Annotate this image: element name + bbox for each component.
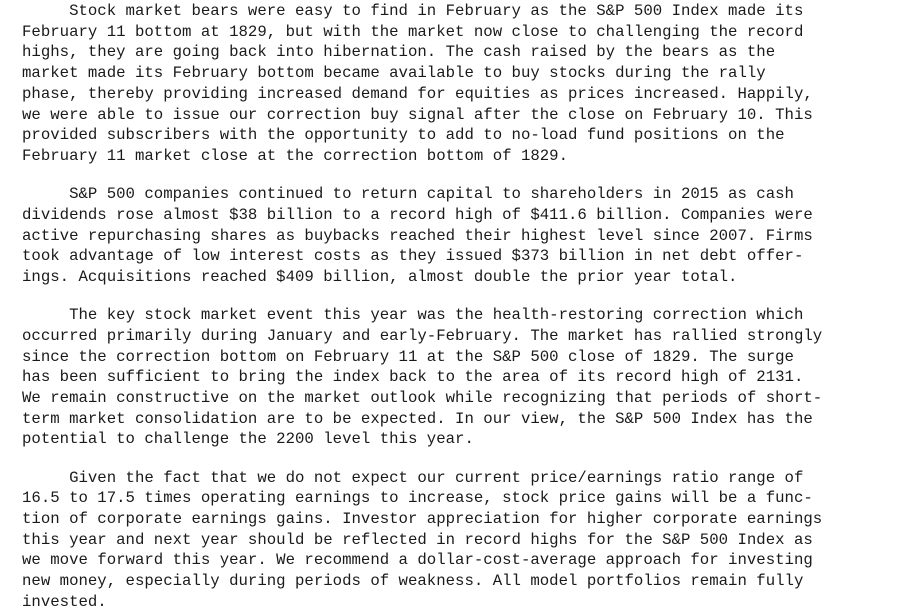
text-line: market made its February bottom became available to buy stocks during the rally [22,64,766,83]
text-line: Stock market bears were easy to find in February as the S&P 500 Index made its [22,2,804,20]
text-line: occurred primarily during January and early-February. The market has rallied strongly [22,326,823,345]
text-line: has been sufficient to bring the index back to the area of its record high of 2131. [22,368,804,387]
text-line: we were able to issue our correction buy signal after the close on February 10. This [22,105,813,124]
text-line: we move forward this year. We recommend a dollar-cost-average approach for investing [22,551,813,570]
text-line: provided subscribers with the opportunity to add to no-load fund positions on the [22,126,785,145]
text-line: phase, thereby providing increased demand for equities as prices increased. Happily, [22,84,813,103]
text-line: tion of corporate earnings gains. Investor appreciation for higher corporate earnings [22,509,823,528]
text-line: February 11 bottom at 1829, but with the market now close to challenging the record [22,22,804,41]
paragraph-capital-return [22,184,900,288]
text-line: this year and next year should be reflected in record highs for the S&P 500 Index as [22,530,813,549]
text-line: since the correction bottom on February 11 at the S&P 500 close of 1829. The surge [22,347,794,366]
text-line: invested. [22,592,107,611]
text-line: Given the fact that we do not expect our current price/earnings ratio range of [22,468,804,487]
text-line: 16.5 to 17.5 times operating earnings to increase, stock price gains will be a func- [22,489,813,508]
text-line: active repurchasing shares as buybacks reached their highest level since 2007. Firms [22,226,813,245]
paragraph-earnings-outlook [22,468,900,612]
text-line: new money, especially during periods of weakness. All model portfolios remain fully [22,572,804,591]
text-line: S&P 500 companies continued to return capital to shareholders in 2015 as cash [22,185,794,204]
text-line: highs, they are going back into hibernation. The cash raised by the bears as the [22,43,776,62]
text-line: We remain constructive on the market outlook while recognizing that periods of short- [22,388,823,407]
text-line: The key stock market event this year was the health-restoring correction which [22,306,804,325]
text-line: ings. Acquisitions reached $409 billion, almost double the prior year total. [22,267,738,286]
paragraph-market-correction [22,305,900,450]
text-line: dividends rose almost $38 billion to a record high of $411.6 billion. Companies were [22,205,813,224]
text-line: term market consolidation are to be expected. In our view, the S&P 500 Index has the [22,409,813,428]
text-line: took advantage of low interest costs as they issued $373 billion in net debt offer- [22,247,804,266]
paragraph-bears-hibernation [22,1,900,167]
text-line: potential to challenge the 2200 level this year. [22,430,474,449]
text-line: February 11 market close at the correction bottom of 1829. [22,146,569,165]
